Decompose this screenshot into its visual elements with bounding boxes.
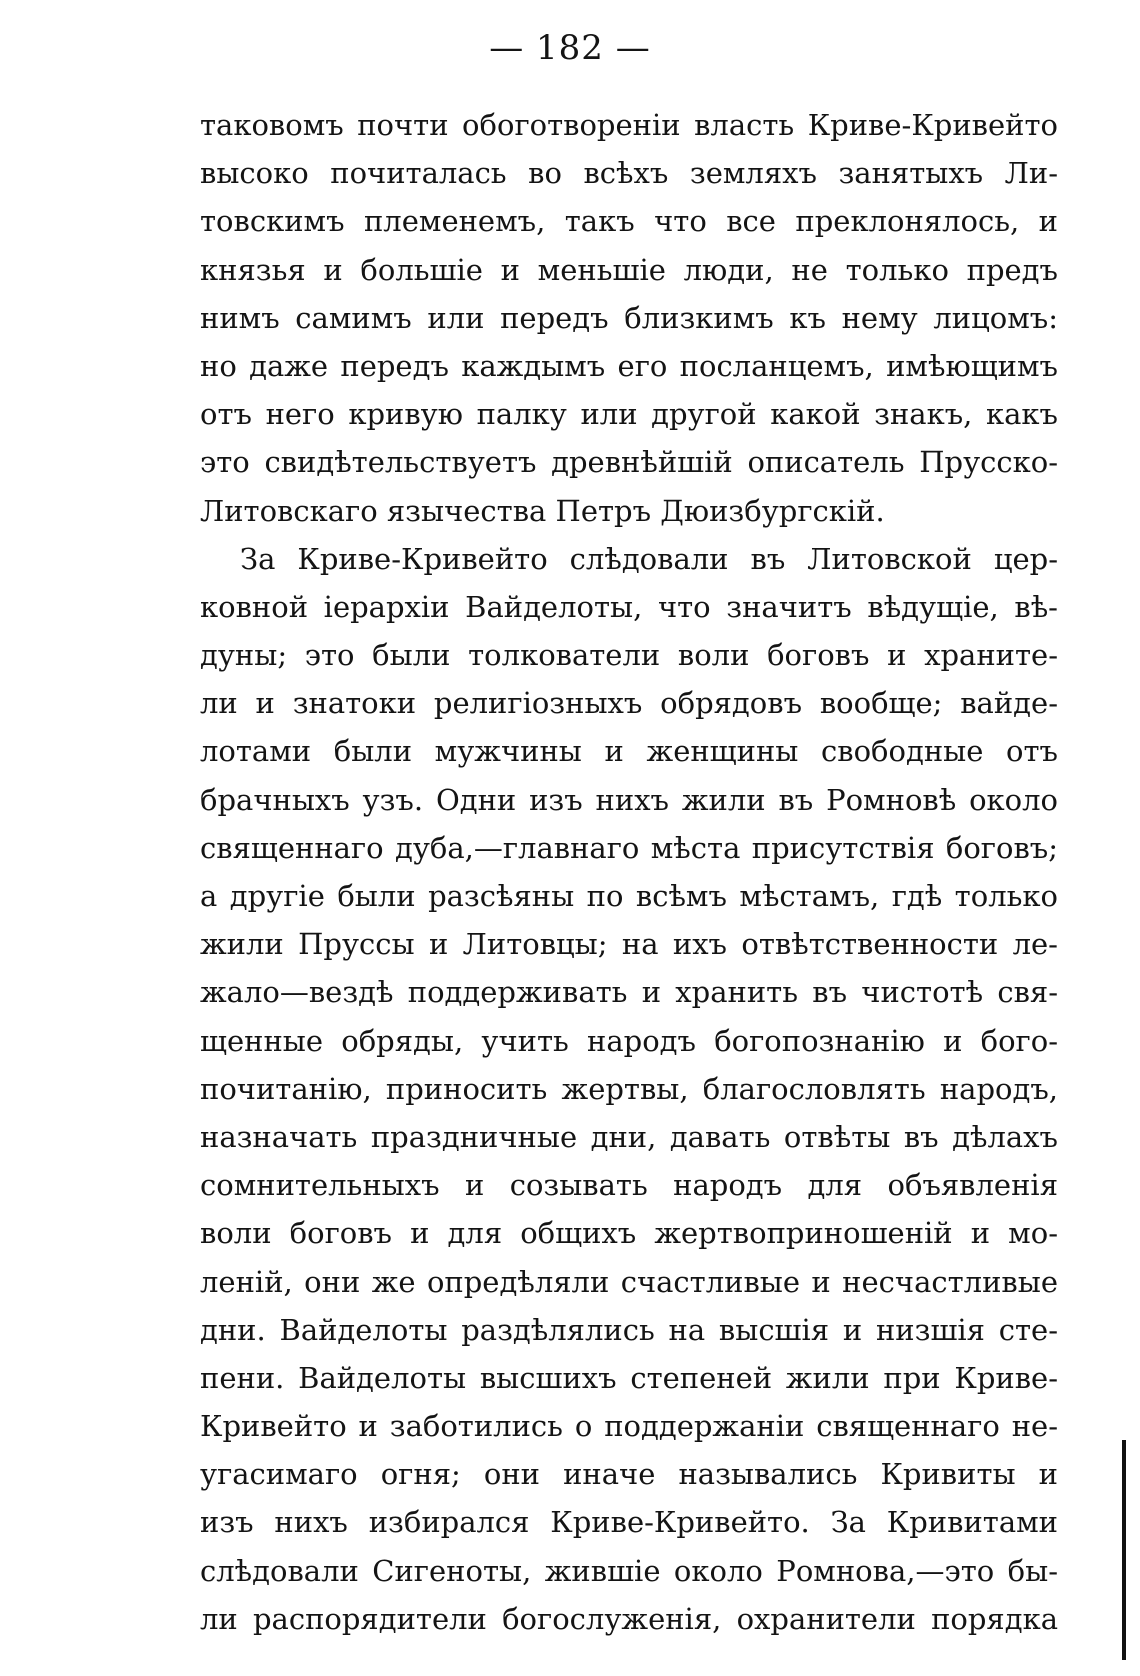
text-line: ли и знатоки религiозныхъ обрядовъ вообще; вайде-	[200, 686, 1058, 721]
text-line: воли боговъ и для общихъ жертвоприношенiй и мо-	[200, 1216, 1058, 1251]
scan-edge-mark	[1122, 1440, 1126, 1660]
text-line: дни. Вайделоты раздѣлялись на высшiя и низшiя сте-	[200, 1312, 1058, 1347]
page-number: — 182 —	[489, 28, 651, 68]
text-line: жало—вездѣ поддерживать и хранить въ чистотѣ свя-	[200, 975, 1058, 1010]
paragraph-start-line: За Криве-Кривейто слѣдовали въ Литовской цер-	[240, 541, 1058, 576]
text-line: нимъ самимъ или передъ близкимъ къ нему лицомъ:	[200, 300, 1058, 335]
text-line: таковомъ почти обоготворенiи власть Криве-Кривейто	[200, 108, 1058, 142]
text-line: ковной iерархiи Вайделоты, что значитъ вѣдущiе, вѣ-	[200, 589, 1058, 624]
text-line: но даже передъ каждымъ его посланцемъ, имѣющимъ	[200, 348, 1058, 383]
text-line: отъ него кривую палку или другой какой знакъ, какъ	[200, 397, 1058, 432]
text-line: это свидѣтельствуетъ древнѣйшiй описатель Прусско-	[200, 445, 1058, 480]
text-line: священнаго дуба,—главнаго мѣста присутствiя боговъ;	[200, 830, 1058, 865]
text-line: изъ нихъ избирался Криве-Кривейто. За Кривитами	[200, 1505, 1058, 1540]
text-line: жили Пруссы и Литовцы; на ихъ отвѣтственности ле-	[200, 927, 1058, 962]
text-line: ленiй, они же опредѣляли счастливые и несчастливые	[200, 1264, 1058, 1299]
text-line: щенные обряды, учить народъ богопознанiю и бого-	[200, 1023, 1058, 1058]
paragraph-end-line: Литовскаго язычества Петръ Дюизбургскiй.	[200, 493, 885, 528]
text-line: Кривейто и заботились о поддержанiи священнаго не-	[200, 1409, 1058, 1444]
text-line: сомнительныхъ и созывать народъ для объявленiя	[200, 1168, 1058, 1203]
text-line: лотами были мужчины и женщины свободные отъ	[200, 734, 1058, 769]
text-line: пени. Вайделоты высшихъ степеней жили при Криве-	[200, 1360, 1058, 1395]
text-line: князья и большiе и меньшiе люди, не только предъ	[200, 252, 1058, 287]
text-line: брачныхъ узъ. Одни изъ нихъ жили въ Ромновѣ около	[200, 782, 1058, 817]
text-line: высоко почиталась во всѣхъ земляхъ занятыхъ Ли-	[200, 156, 1058, 191]
text-line: ли распорядители богослуженiя, охранители порядка	[200, 1601, 1058, 1636]
text-line: а другiе были разсѣяны по всѣмъ мѣстамъ, гдѣ только	[200, 879, 1058, 913]
body-text	[200, 101, 1058, 1643]
text-line: назначать праздничные дни, давать отвѣты въ дѣлахъ	[200, 1119, 1058, 1154]
text-line: товскимъ племенемъ, такъ что все преклонялось, и	[200, 204, 1058, 239]
text-line: дуны; это были толкователи воли боговъ и храните-	[200, 638, 1058, 673]
text-line: слѣдовали Сигеноты, жившiе около Ромнова,—это бы-	[200, 1553, 1058, 1588]
text-line: угасимаго огня; они иначе назывались Кривиты и	[200, 1457, 1058, 1492]
text-line: почитанiю, приносить жертвы, благословлять народъ,	[200, 1071, 1058, 1106]
